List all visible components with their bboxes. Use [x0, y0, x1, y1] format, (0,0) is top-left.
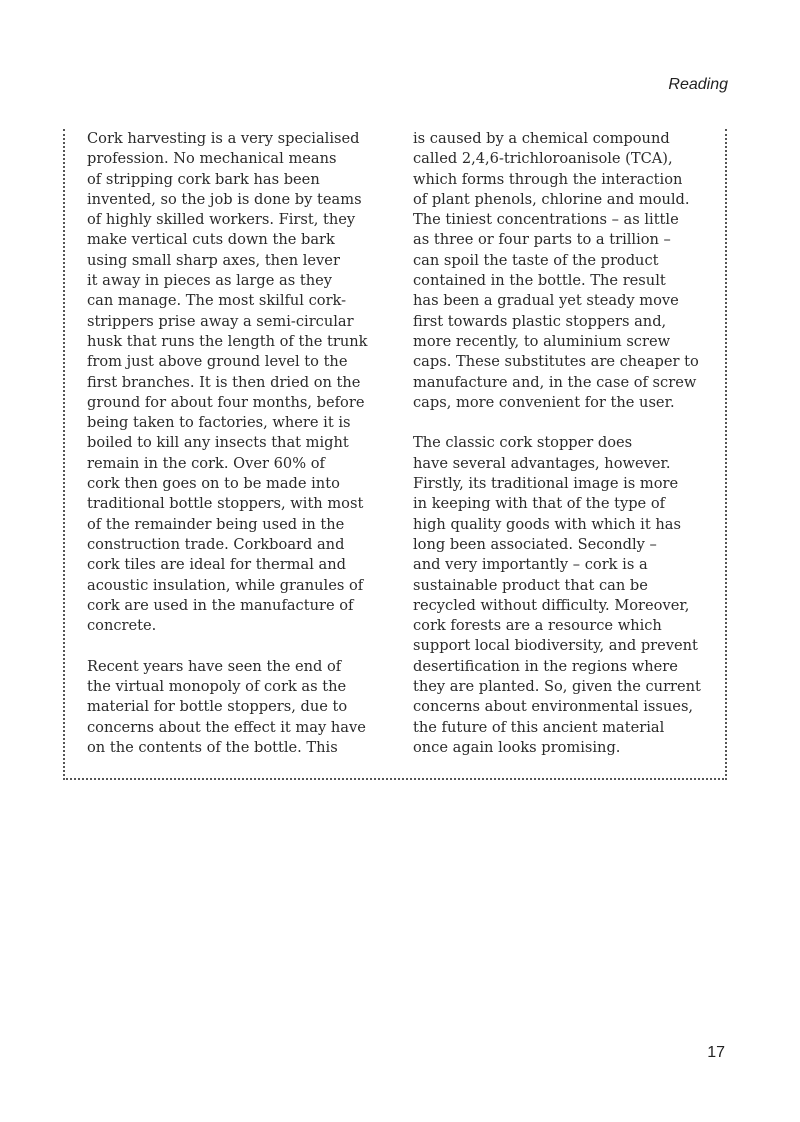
page-number: 17 — [707, 1044, 725, 1061]
paragraph-recent-years: Recent years have seen the end of the virtual monopoly of cork as the material for bottle stoppers, due to concerns about the effect it may have on the contents of the bottle. This — [87, 657, 366, 756]
section-label: Reading — [668, 76, 728, 93]
paragraph-cork-harvesting: Cork harvesting is a very specialised profession. No mechanical means of stripping cork bark has been invented, so the job is done by teams of highly skilled workers. First, they make vertical cuts down the bark using small sharp axes, then lever it away in pieces as large as they can manage. The most skilful cork- strippers prise away a semi-circular husk that runs the length of the trunk from just above ground level to the first branches. It is then dried on the ground for about four months, before being taken to factories, where it is boiled to kill any insects that might remain in the cork. Over 60% of cork then goes on to be made into traditional bottle stoppers, with most of the remainder being used in the construction trade. Corkboard and cork tiles are ideal for thermal and acoustic insulation, while granules of cork are used in the manufacture of concrete. — [87, 130, 368, 635]
reading-text-frame — [63, 129, 727, 780]
paragraph-tca-continuation: is caused by a chemical compound called 2,4,6-trichloroanisole (TCA), which forms through the interaction of plant phenols, chlorine and mould. The tiniest concentrations – as little as three or four parts to a trillion – can spoil the taste of the product contained in the bottle. The result has been a gradual yet steady move first towards plastic stoppers and, more recently, to aluminium screw caps. These substitutes are cheaper to manufacture and, in the case of screw caps, more convenient for the user. — [413, 130, 699, 411]
right-column — [413, 129, 723, 779]
left-column — [87, 129, 392, 779]
paragraph-advantages: The classic cork stopper does have several advantages, however. Firstly, its traditional image is more in keeping with that of the type of high quality goods with which it has long been associated. Secondly – and very importantly – cork is a sustainable product that can be recycled without difficulty. Moreover, cork forests are a resource which support local biodiversity, and prevent desertification in the regions where they are planted. So, given the current concerns about environmental issues, the future of this ancient material once again looks promising. — [413, 434, 701, 756]
